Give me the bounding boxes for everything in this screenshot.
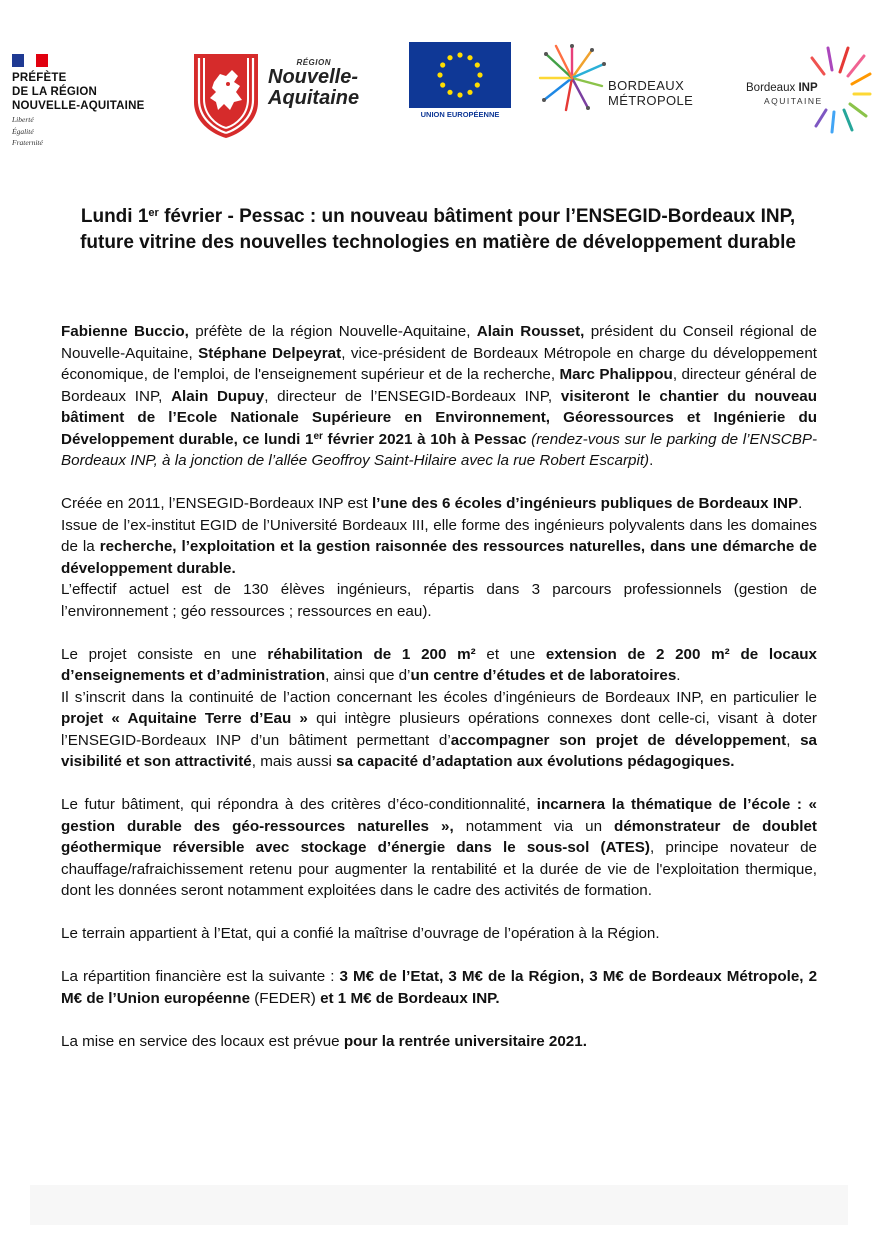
bordeaux-metropole-logo	[536, 40, 711, 115]
press-release-title: Lundi 1er février - Pessac : un nouveau bâtiment pour l’ENSEGID-Bordeaux INP, future vitrine des nouvelles technologies en matière de développement durable	[80, 206, 796, 253]
inp-subtitle: AQUITAINE	[764, 96, 823, 106]
motto-egalite: Égalité	[12, 126, 34, 136]
lion-shield-icon	[190, 52, 262, 140]
metropole-line-1: BORDEAUX	[608, 78, 685, 93]
paragraph-building: Le futur bâtiment, qui répondra à des critères d’éco-conditionnalité, incarnera la thématique de l’école : « gestion durable des géo-ressources naturelles », notamment via un démonstrateur de doublet géothermique réversible avec stockage d’énergie dans le sous-sol (ATES), principe novateur de chauffage/rafraichissement retenu pour augmenter la rentabilité et la durée de vie de l'exploitation thermique, dont les données seront notamment exploitées dans le cadre des activités de formation.	[61, 796, 818, 899]
logo-banner	[0, 0, 872, 150]
paragraph-opening: La mise en service des locaux est prévue pour la rentrée universitaire 2021.	[61, 1032, 587, 1050]
starburst-icon	[536, 42, 608, 114]
eu-logo	[409, 42, 511, 122]
region-name-line-1: Nouvelle-	[268, 66, 359, 88]
motto-fraternite: Fraternité	[12, 138, 43, 147]
paragraph-funding: La répartition financière est la suivante : 3 M€ de l’Etat, 3 M€ de la Région, 3 M€ de Bordeaux Métropole, 2 M€ de l’Union européenne (FEDER) et 1 M€ de Bordeaux INP.	[61, 968, 818, 1007]
motto-liberte: Liberté	[12, 115, 34, 124]
prefecture-line-2: DE LA RÉGION	[12, 86, 98, 98]
region-logo	[190, 52, 380, 142]
eu-flag-icon	[409, 42, 511, 108]
bordeaux-inp-logo	[744, 44, 872, 134]
paragraph-project-scope: Le projet consiste en une réhabilitation de 1 200 m² et une extension de 2 200 m² de locaux d’enseignements et d’administration, ainsi que d’un centre d’études et de laboratoires.	[61, 645, 817, 684]
prefecture-logo	[12, 54, 177, 148]
inp-name: Bordeaux INP	[746, 82, 818, 94]
paragraph-project-context: Il s’inscrit dans la continuité de l’action concernant les écoles d’ingénieurs de Bordeaux INP, en particulier le projet « Aquitaine Terre d’Eau » qui intègre plusieurs opérations connexes dont celle-ci, visant à doter l’ENSEGID-Bordeaux INP d’un bâtiment permettant d’accompagner son projet de développement, sa visibilité et son attractivité, mais aussi sa capacité d’adaptation aux évolutions pédagogiques.	[61, 688, 817, 770]
region-name-line-2: Aquitaine	[268, 87, 360, 109]
prefecture-line-1: PRÉFÈTE	[12, 72, 67, 84]
press-release-body	[61, 321, 817, 1074]
paragraph-school-intro: Créée en 2011, l’ENSEGID-Bordeaux INP est l’une des 6 écoles d’ingénieurs publiques de Bordeaux INP.	[61, 495, 803, 512]
region-label-small: RÉGION	[296, 58, 331, 67]
prefecture-line-3: NOUVELLE-AQUITAINE	[12, 100, 145, 112]
paragraph-land: Le terrain appartient à l’Etat, qui a confié la maîtrise d’ouvrage de l’opération à la Région.	[61, 925, 660, 942]
paragraph-visit: Fabienne Buccio, préfète de la région Nouvelle-Aquitaine, Alain Rousset, président du Conseil régional de Nouvelle-Aquitaine, Stéphane Delpeyrat, vice-président de Bordeaux Métropole en charge du développement économique, de l'emploi, de l'enseignement supérieur et de la recherche, Marc Phalippou, directeur général de Bordeaux INP, Alain Dupuy, directeur de l’ENSEGID-Bordeaux INP, visiteront le chantier du nouveau bâtiment de l’Ecole Nationale Supérieure en Environnement, Géoressources et Ingénierie du Développement durable, ce lundi 1er février 2021 à 10h à Pessac (rendez-vous sur le parking de l’ENSCBP-Bordeaux INP, à la jonction de l’allée Geoffroy Saint-Hilaire avec la rue Robert Escarpit).	[61, 323, 818, 469]
metropole-line-2: MÉTROPOLE	[608, 93, 694, 108]
footer-shade	[30, 1185, 848, 1225]
paragraph-school-origin: Issue de l’ex-institut EGID de l’Université Bordeaux III, elle forme des ingénieurs polyvalents dans les domaines de la recherche, l’exploitation et la gestion raisonnée des ressources naturelles, dans une démarche de développement durable.	[61, 516, 817, 577]
eu-caption: UNION EUROPÉENNE	[420, 110, 500, 119]
paragraph-school-students: L’effectif actuel est de 130 élèves ingénieurs, répartis dans 3 parcours professionnels (gestion de l’environnement ; géo ressources ; ressources en eau).	[61, 581, 817, 620]
french-flag-icon	[12, 54, 48, 67]
